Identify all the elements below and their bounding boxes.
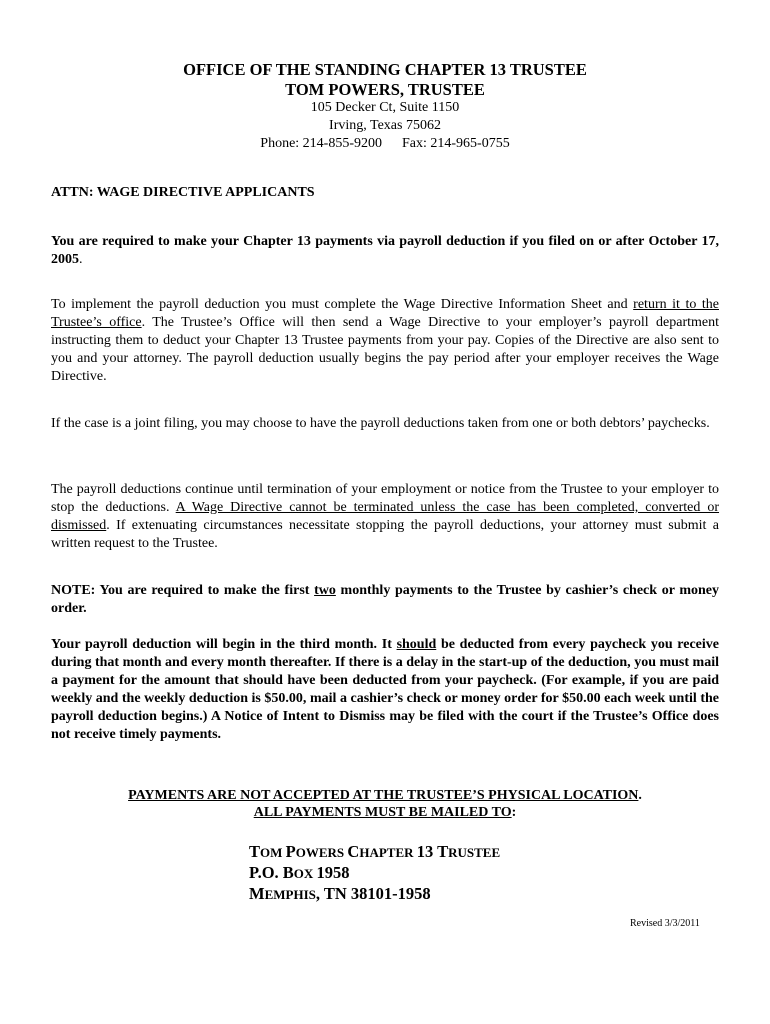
revision-date: Revised 3/3/2011 — [630, 918, 700, 929]
contact-line — [0, 136, 770, 152]
return-to-office-text: return it to the Trustee’s office — [51, 297, 719, 330]
mailing-po-box: P.O. BOX 1958 — [249, 863, 350, 882]
paragraph-requirement: You are required to make your Chapter 13 payments via payroll deduction if you filed on or after October 17, 2005. — [51, 234, 719, 267]
mailing-city: MEMPHIS, TN 38101-1958 — [249, 884, 431, 903]
payments-notice-line1: PAYMENTS ARE NOT ACCEPTED AT THE TRUSTEE’S PHYSICAL LOCATION. — [128, 788, 642, 803]
street-address: 105 Decker Ct, Suite 1150 — [310, 100, 460, 115]
paragraph-payroll-start: Your payroll deduction will begin in the third month. It should be deducted from every paycheck you receive during that month and every month thereafter. If there is a delay in the start-up of the deduction, you must mail a payment for the amount that should have been deducted from your paycheck. (For example, if you are paid weekly and the weekly deduction is $50.00, mail a cashier’s check or money order for $50.00 each week until the payroll deduction begins.) A Notice of Intent to Dismiss may be filed with the court if the Trustee’s Office does not receive timely payments. — [51, 637, 720, 742]
paragraph-implement: To implement the payroll deduction you must complete the Wage Directive Information Sheet and return it to the Trustee’s office. The Trustee’s Office will then send a Wage Directive to your employer’s payroll department instructing them to deduct your Chapter 13 Trustee payments from your pay. Copies of the Directive are also sent to you and your attorney. The payroll deduction usually begins the pay period after your employer receives the Wage Directive. — [51, 297, 719, 384]
fax-number: Fax: 214-965-0755 — [402, 136, 510, 151]
termination-rule-text: A Wage Directive cannot be terminated unless the case has been completed, converted or dismissed — [51, 500, 720, 533]
paragraph-note: NOTE: You are required to make the first two monthly payments to the Trustee by cashier’s check or money order. — [51, 583, 719, 616]
paragraph-continuation: The payroll deductions continue until termination of your employment or notice from the Trustee to your employer to stop the deductions. A Wage Directive cannot be terminated unless the case has been completed, converted or dismissed. If extenuating circumstances necessitate stopping the payroll deductions, your attorney must submit a written request to the Trustee. — [51, 482, 720, 551]
trustee-name: TOM POWERS, TRUSTEE — [285, 80, 485, 99]
paragraph-joint-filing: If the case is a joint filing, you may choose to have the payroll deductions taken from one or both debtors’ paychecks. — [51, 416, 710, 431]
attn-line: ATTN: WAGE DIRECTIVE APPLICANTS — [51, 185, 315, 200]
requirement-text: You are required to make your Chapter 13 payments via payroll deduction if you filed on or after October 17, 2005 — [51, 234, 719, 267]
mailing-payee: TOM POWERS CHAPTER 13 TRUSTEE — [249, 842, 501, 861]
city-address: Irving, Texas 75062 — [329, 118, 441, 133]
office-title: OFFICE OF THE STANDING CHAPTER 13 TRUSTEE — [183, 60, 587, 79]
phone-number: Phone: 214-855-9200 — [260, 136, 382, 151]
payments-notice-line2: ALL PAYMENTS MUST BE MAILED TO: — [253, 805, 517, 820]
